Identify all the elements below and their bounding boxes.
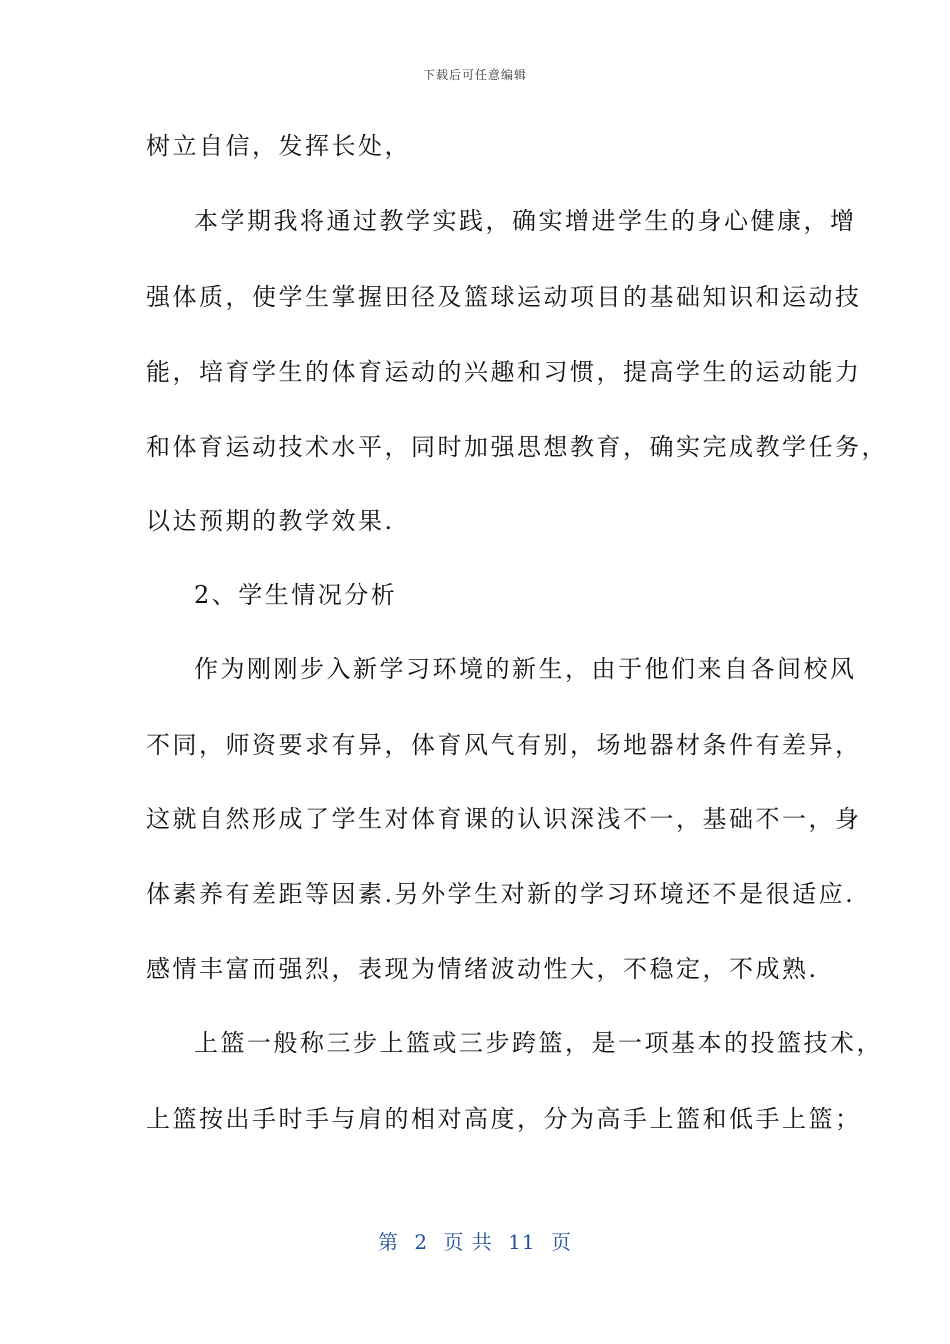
text-line: 不同，师资要求有异，体育风气有别，场地器材条件有差异， (146, 731, 862, 759)
footer-suffix: 页 (550, 1230, 572, 1254)
text-line: 上篮按出手时手与肩的相对高度，分为高手上篮和低手上篮； (146, 1105, 862, 1133)
text-line: 以达预期的教学效果. (146, 507, 395, 535)
text-line: 和体育运动技术水平，同时加强思想教育，确实完成教学任务， (146, 433, 888, 461)
page-number-footer (0, 1226, 950, 1255)
text-line: 能，培育学生的体育运动的兴趣和习惯，提高学生的运动能力 (146, 358, 862, 386)
text-line: 强体质，使学生掌握田径及篮球运动项目的基础知识和运动技 (146, 283, 862, 311)
text-line: 感情丰富而强烈，表现为情绪波动性大，不稳定，不成熟. (146, 955, 819, 983)
current-page-number: 2 (414, 1230, 429, 1254)
footer-prefix: 第 (378, 1230, 399, 1254)
text-line: 树立自信，发挥长处， (146, 132, 411, 160)
page-header-note: 下载后可任意编辑 (422, 68, 527, 82)
total-page-count: 11 (508, 1230, 536, 1254)
text-line: 体素养有差距等因素.另外学生对新的学习环境还不是很适应. (146, 880, 856, 908)
paragraph-line: 作为刚刚步入新学习环境的新生，由于他们来自各间校风 (194, 655, 857, 683)
section-heading: 2、学生情况分析 (194, 581, 398, 609)
paragraph-line: 上篮一般称三步上篮或三步跨篮，是一项基本的投篮技术， (194, 1029, 883, 1057)
footer-middle: 页 共 (443, 1230, 493, 1254)
paragraph-line: 本学期我将通过教学实践，确实增进学生的身心健康，增 (194, 207, 857, 235)
text-line: 这就自然形成了学生对体育课的认识深浅不一，基础不一，身 (146, 805, 862, 833)
